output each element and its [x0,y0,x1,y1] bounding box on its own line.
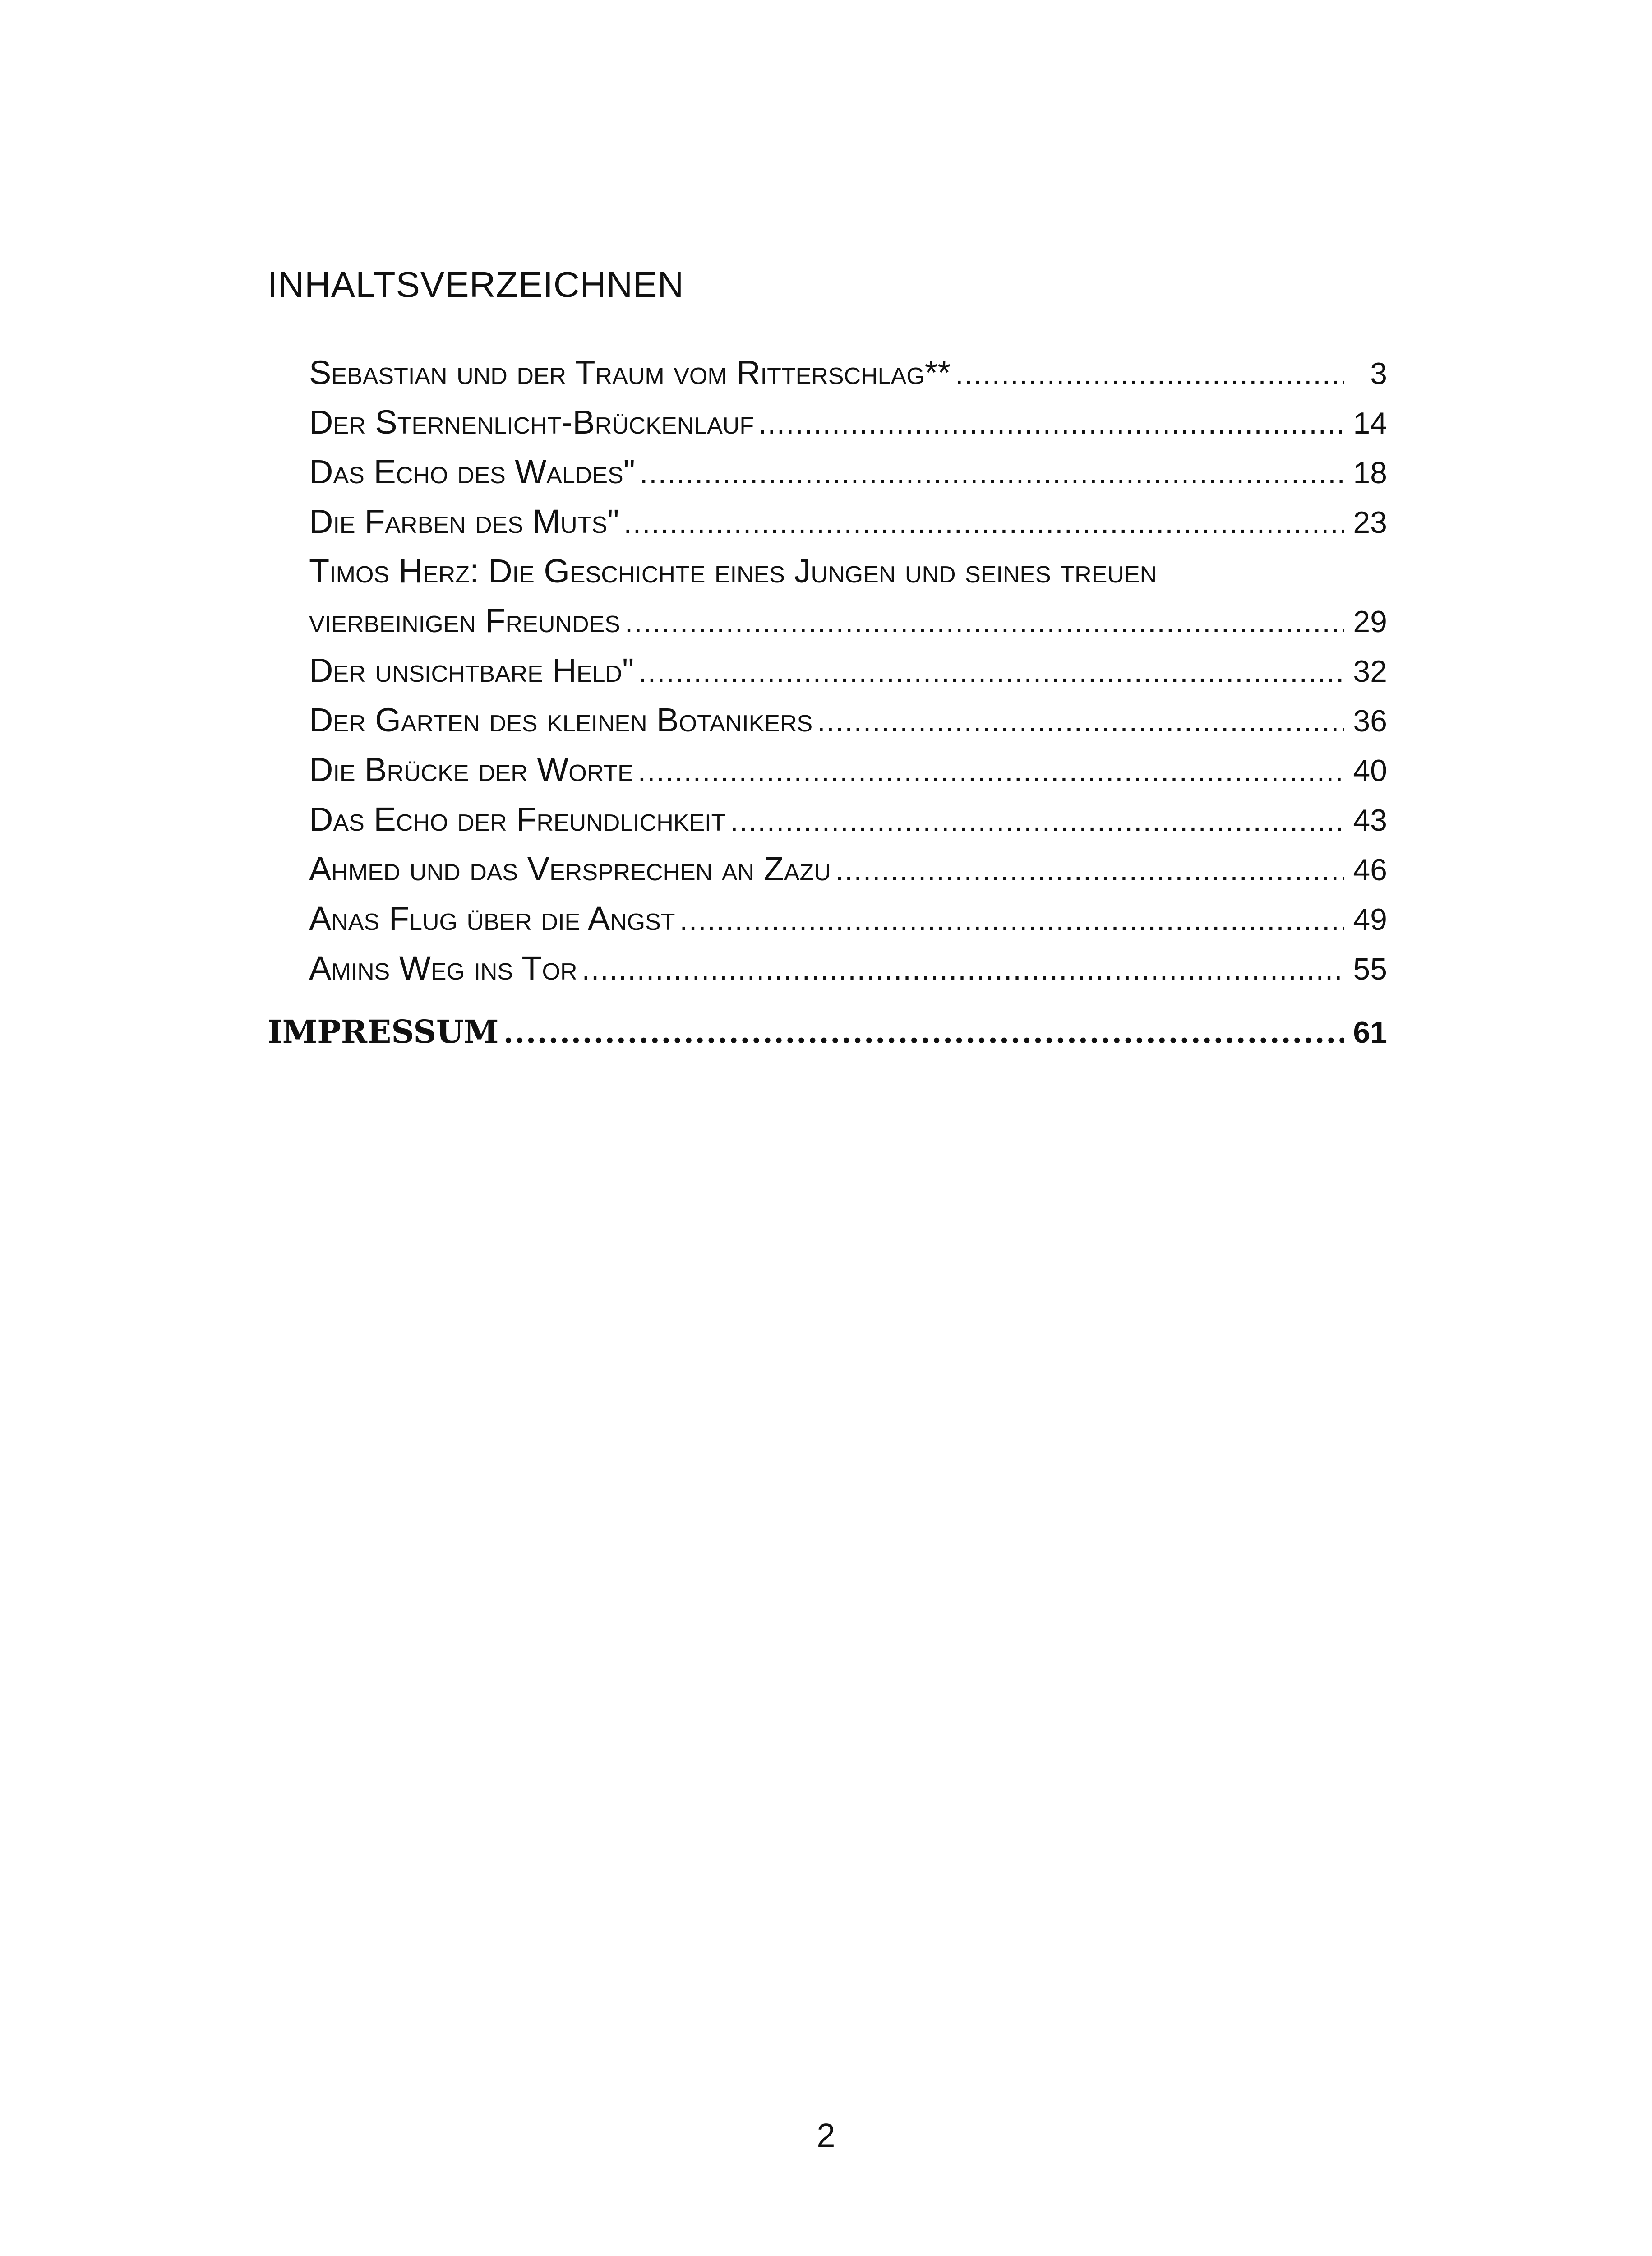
dot-leader [623,505,1344,540]
toc-entry-page: 46 [1353,853,1387,887]
toc-entry-page: 3 [1370,356,1387,391]
dot-leader [758,406,1344,440]
toc-entry[interactable] [309,948,1387,997]
dot-leader [730,803,1344,837]
toc-entry-title: Das Echo der Freundlichkeit [309,800,726,838]
toc-entry[interactable] [309,650,1387,699]
dot-leader [638,754,1344,788]
toc-entry-wrapped-line-2[interactable] [309,600,1387,650]
toc-entry-page: 55 [1353,952,1387,986]
toc-entry-page: 40 [1353,754,1387,788]
dot-leader [503,1015,1344,1050]
toc-entry-page: 14 [1353,406,1387,440]
toc-entry-title: Timos Herz: Die Geschichte eines Jungen und seines treuen [309,552,1157,590]
toc-entry-page: 61 [1353,1015,1387,1049]
toc-entry-wrapped-line-1[interactable] [309,550,1387,600]
toc-entry-page: 23 [1353,505,1387,540]
toc-entry[interactable] [309,898,1387,948]
page-number: 2 [817,2117,835,2154]
dot-leader [955,356,1344,391]
toc-entry-title: Sebastian und der Traum vom Ritterschlag** [309,354,951,391]
toc-entry-title: Der unsichtbare Held" [309,652,634,689]
toc-entry-title: Der Sternenlicht-Brückenlauf [309,403,754,441]
dot-leader [817,704,1344,738]
toc-entry-title: Die Brücke der Worte [309,751,633,788]
toc-entry-title: Das Echo des Waldes" [309,453,635,490]
toc-entry-page: 29 [1353,605,1387,639]
dot-leader [625,605,1344,639]
dot-leader [638,654,1344,689]
toc-list [309,352,1387,997]
toc-entry[interactable] [309,799,1387,848]
toc-entry-title: IMPRESSUM [268,1013,499,1050]
toc-entry-page: 32 [1353,654,1387,689]
toc-entry-title: Anas Flug über die Angst [309,900,675,937]
toc-entry-page: 49 [1353,902,1387,937]
toc-entry-page: 43 [1353,803,1387,837]
toc-entry[interactable] [309,749,1387,799]
toc-entry-title: vierbeinigen Freundes [309,602,620,639]
toc-entry[interactable] [309,352,1387,402]
dot-leader [835,853,1344,887]
toc-entry-impressum[interactable] [268,1011,1387,1060]
toc-entry[interactable] [309,501,1387,550]
dot-leader [640,456,1344,490]
dot-leader [680,902,1344,937]
toc-entry[interactable] [309,699,1387,749]
toc-entry-page: 18 [1353,456,1387,490]
dot-leader [582,952,1344,986]
toc-entry[interactable] [309,451,1387,501]
toc-entry[interactable] [309,848,1387,898]
toc-entry-title: Ahmed und das Versprechen an Zazu [309,850,831,888]
toc-entry[interactable] [309,402,1387,451]
toc-entry-title: Der Garten des kleinen Botanikers [309,701,813,739]
toc-entry-page: 36 [1353,704,1387,738]
toc-heading: INHALTSVERZEICHNEN [268,264,684,305]
toc-entry-title: Die Farben des Muts" [309,503,619,540]
toc-entry-title: Amins Weg ins Tor [309,949,577,987]
